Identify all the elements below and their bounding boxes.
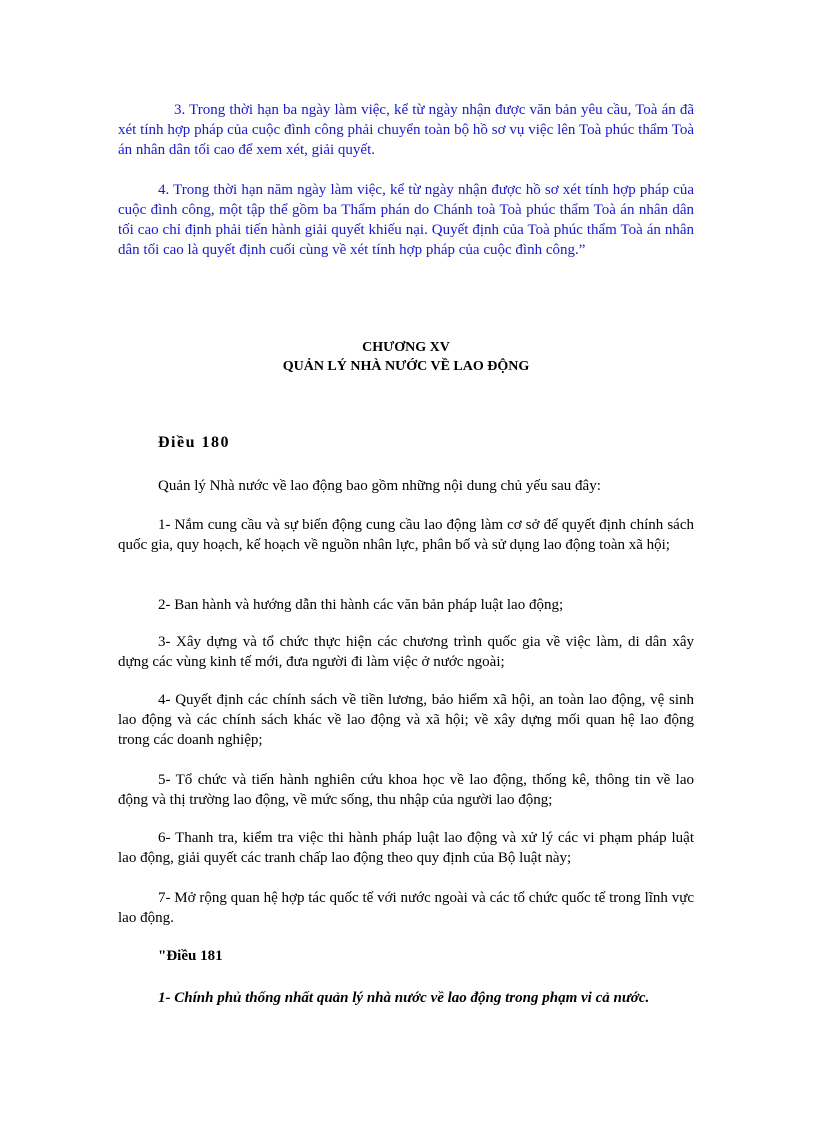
article-181-title: "Điều 181 xyxy=(158,948,223,964)
chapter-heading xyxy=(118,338,694,376)
article-180-item-4: 4- Quyết định các chính sách về tiền lương, bảo hiểm xã hội, an toàn lao động, vệ sinh lao động và các chính sách khác về lao động và xã hội; về xây dựng mối quan hệ lao động trong các doanh nghiệp; xyxy=(118,692,694,748)
article-180-item-7: 7- Mở rộng quan hệ hợp tác quốc tế với nước ngoài và các tổ chức quốc tế trong lĩnh vực lao động. xyxy=(118,890,694,926)
article-179-clause-3: 3. Trong thời hạn ba ngày làm việc, kể từ ngày nhận được văn bản yêu cầu, Toà án đã xét tính hợp pháp của cuộc đình công phải chuyển toàn bộ hồ sơ vụ việc lên Toà phúc thẩm Toà án nhân dân tối cao để xem xét, giải quyết. xyxy=(118,102,694,158)
article-180-item-5: 5- Tổ chức và tiến hành nghiên cứu khoa học về lao động, thống kê, thông tin về lao động và thị trường lao động, về mức sống, thu nhập của người lao động; xyxy=(118,772,694,808)
article-179-clause-4: 4. Trong thời hạn năm ngày làm việc, kể từ ngày nhận được hồ sơ xét tính hợp pháp của cuộc đình công, một tập thể gồm ba Thẩm phán do Chánh toà Toà phúc thẩm Toà án nhân dân tối cao chỉ định phải tiến hành giải quyết khiếu nại. Quyết định của Toà phúc thẩm Toà án nhân dân tối cao là quyết định cuối cùng về xét tính hợp pháp của cuộc đình công.” xyxy=(118,182,694,258)
chapter-title: QUẢN LÝ NHÀ NƯỚC VỀ LAO ĐỘNG xyxy=(282,359,530,374)
article-180-item-1: 1- Nắm cung cầu và sự biến động cung cầu lao động làm cơ sở để quyết định chính sách quốc gia, quy hoạch, kế hoạch về nguồn nhân lực, phân bố và sử dụng lao động toàn xã hội; xyxy=(118,517,694,553)
article-180-item-6: 6- Thanh tra, kiểm tra việc thi hành pháp luật lao động và xử lý các vi phạm pháp luật lao động, giải quyết các tranh chấp lao động theo quy định của Bộ luật này; xyxy=(118,830,694,866)
article-180-item-2: 2- Ban hành và hướng dẫn thi hành các văn bản pháp luật lao động; xyxy=(158,597,564,613)
article-180-item-3: 3- Xây dựng và tổ chức thực hiện các chương trình quốc gia về việc làm, di dân xây dựng các vùng kinh tế mới, đưa người đi làm việc ở nước ngoài; xyxy=(118,634,694,670)
article-181-clause-1: 1- Chính phủ thống nhất quản lý nhà nước về lao động trong phạm vi cả nước. xyxy=(158,990,650,1006)
chapter-number: CHƯƠNG XV xyxy=(362,340,450,355)
article-180-title: Điều 180 xyxy=(158,434,230,451)
article-180-intro: Quản lý Nhà nước về lao động bao gồm những nội dung chủ yếu sau đây: xyxy=(158,478,601,494)
